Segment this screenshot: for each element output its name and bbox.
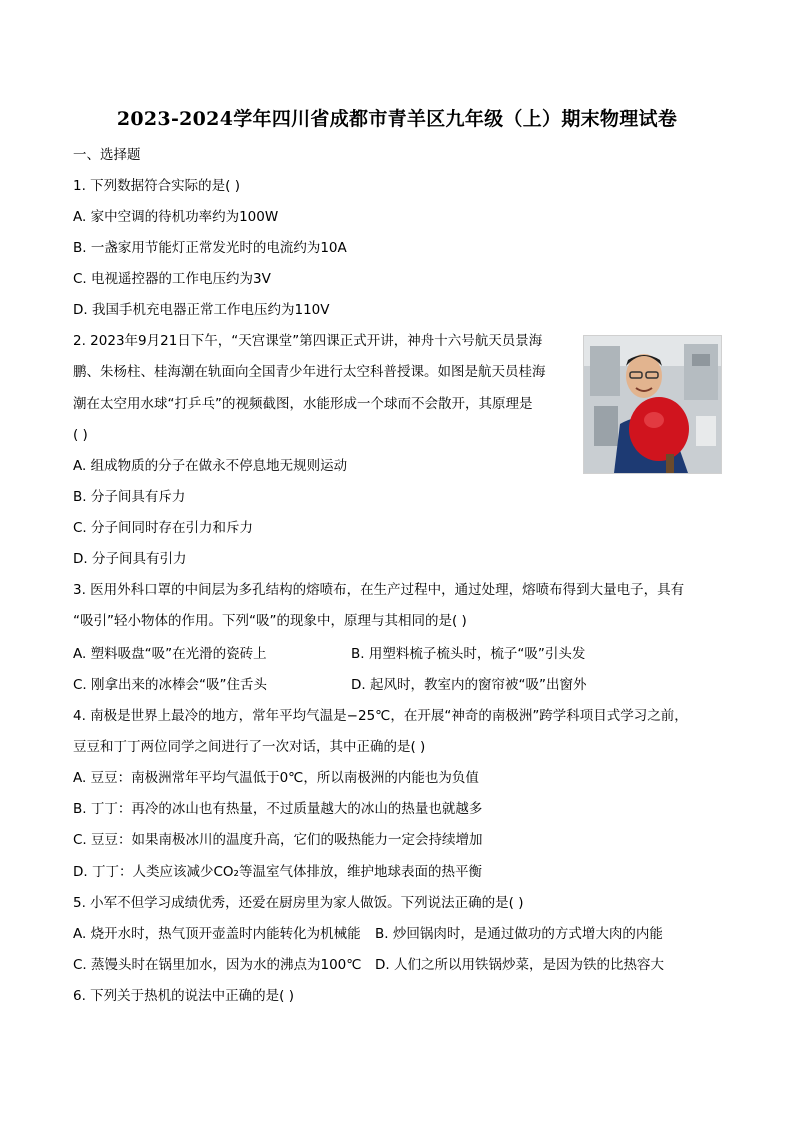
q3-stem-line1: 3. 医用外科口罩的中间层为多孔结构的熔喷布，在生产过程中，通过处理，熔喷布得到大量电子，具有	[73, 582, 685, 598]
astronaut-photo-illustration	[584, 336, 721, 473]
q3-option-d: D. 起风时，教室内的窗帘被“吸”出窗外	[351, 677, 587, 693]
q2-option-b: B. 分子间具有斥力	[73, 489, 186, 505]
section-heading: 一、选择题	[73, 147, 141, 163]
q1-option-d: D. 我国手机充电器正常工作电压约为110V	[73, 302, 330, 318]
page-title: 2023-2024学年四川省成都市青羊区九年级（上）期末物理试卷	[116, 108, 678, 130]
q5-stem: 5. 小军不但学习成绩优秀，还爱在厨房里为家人做饭。下列说法正确的是( )	[73, 895, 524, 911]
q3-option-c: C. 刚拿出来的冰棒会“吸”住舌头	[73, 677, 267, 693]
q2-option-c: C. 分子间同时存在引力和斥力	[73, 520, 254, 536]
q1-option-b: B. 一盏家用节能灯正常发光时的电流约为10A	[73, 240, 347, 256]
q5-option-c: C. 蒸馒头时在锅里加水，因为水的沸点为100℃	[73, 957, 362, 973]
q3-option-b: B. 用塑料梳子梳头时，梳子“吸”引头发	[351, 646, 586, 662]
q1-option-c: C. 电视遥控器的工作电压约为3V	[73, 271, 271, 287]
q1-option-a: A. 家中空调的待机功率约为100W	[73, 209, 279, 225]
q2-stem-line2: 鹏、朱杨柱、桂海潮在轨面向全国青少年进行太空科普授课。如图是航天员桂海	[73, 364, 546, 380]
q4-stem-line1: 4. 南极是世界上最冷的地方，常年平均气温是−25℃，在开展“神奇的南极洲”跨学科项目式学习之前，	[73, 708, 688, 724]
q5-option-b: B. 炒回锅肉时，是通过做功的方式增大肉的内能	[375, 926, 663, 942]
q3-option-a: A. 塑料吸盘“吸”在光滑的瓷砖上	[73, 646, 267, 662]
q4-stem-line2: 豆豆和丁丁两位同学之间进行了一次对话，其中正确的是( )	[73, 739, 426, 755]
q4-option-d: D. 丁丁：人类应该减少CO₂等温室气体排放，维护地球表面的热平衡	[73, 864, 482, 880]
q2-option-a: A. 组成物质的分子在做永不停息地无规则运动	[73, 458, 348, 474]
q6-stem: 6. 下列关于热机的说法中正确的是( )	[73, 988, 294, 1004]
q2-stem-line1: 2. 2023年9月21日下午，“天宫课堂”第四课正式开讲，神舟十六号航天员景海	[73, 333, 543, 349]
q4-option-b: B. 丁丁：再冷的冰山也有热量，不过质量越大的冰山的热量也就越多	[73, 801, 483, 817]
q4-option-c: C. 豆豆：如果南极冰川的温度升高，它们的吸热能力一定会持续增加	[73, 832, 483, 848]
astronaut-photo	[583, 335, 722, 474]
q2-option-d: D. 分子间具有引力	[73, 551, 187, 567]
q2-stem-line4: ( )	[73, 427, 88, 443]
q5-option-a: A. 烧开水时，热气顶开壶盖时内能转化为机械能	[73, 926, 361, 942]
q1-stem: 1. 下列数据符合实际的是( )	[73, 178, 240, 194]
q2-stem-line3: 潮在太空用水球“打乒乓”的视频截图，水能形成一个球而不会散开，其原理是	[73, 396, 533, 412]
q3-stem-line2: “吸引”轻小物体的作用。下列“吸”的现象中，原理与其相同的是( )	[73, 613, 467, 629]
q5-option-d: D. 人们之所以用铁锅炒菜，是因为铁的比热容大	[375, 957, 664, 973]
q4-option-a: A. 豆豆：南极洲常年平均气温低于0℃，所以南极洲的内能也为负值	[73, 770, 479, 786]
